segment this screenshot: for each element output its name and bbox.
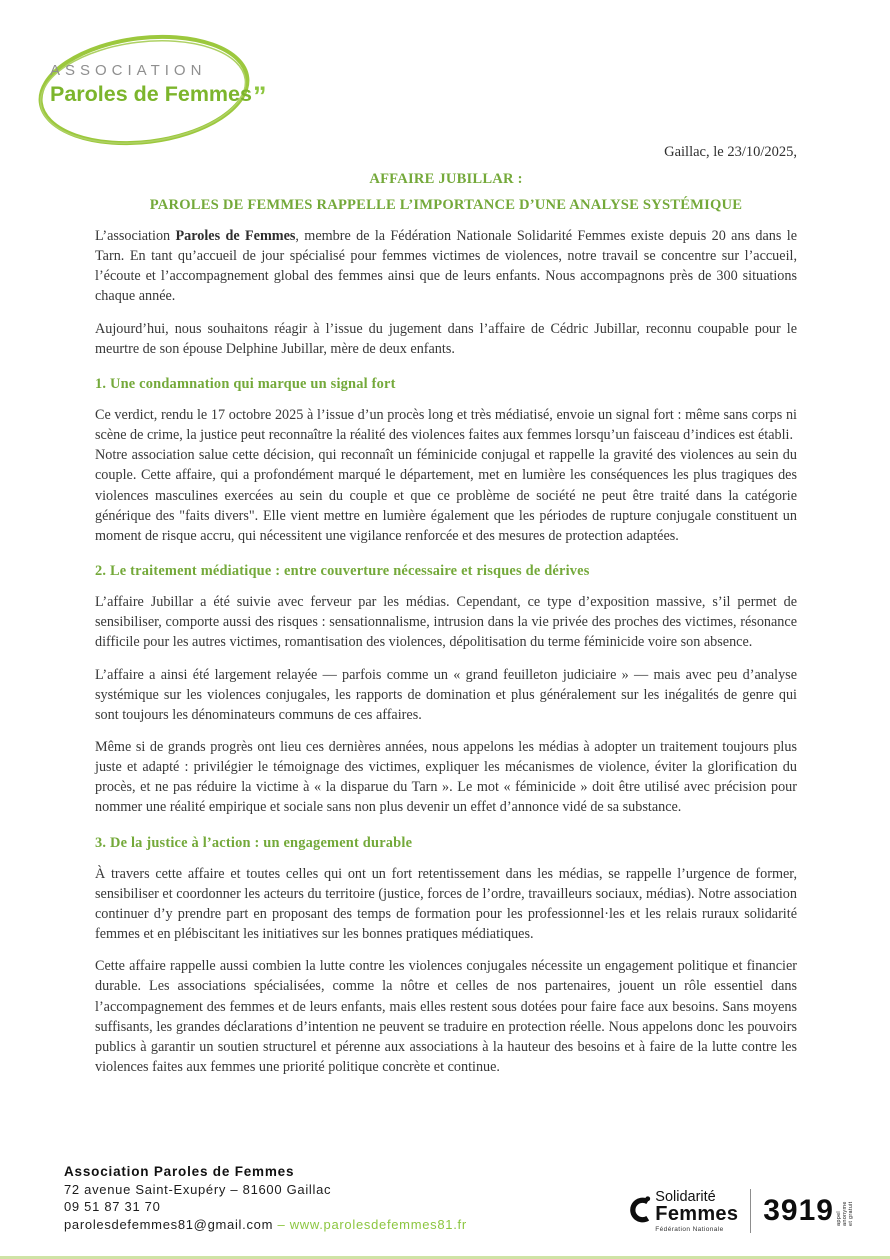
logo-text <box>50 62 267 111</box>
section-2-paragraph-3: Même si de grands progrès ont lieu ces dernières années, nous appelons les médias à adopter un traitement toujours plus juste et adapté : privilégier le témoignage des victimes, expliquer les mécanismes de violence, éviter la glorification du procès, et ne pas réduire la victime à « la disparue du Tarn ». Le mot « féminicide » doit être utilisé avec précision pour nommer une réalité empirique et sociale sans non plus devenir un effet d’annonce vidé de sa substance. <box>95 738 797 816</box>
footer-address: 72 avenue Saint-Exupéry – 81600 Gaillac <box>64 1181 332 1197</box>
federation-nationale-label: Fédération Nationale <box>655 1225 724 1233</box>
footer-separator: – <box>277 1216 286 1232</box>
footer-org-name: Association Paroles de Femmes <box>64 1164 295 1179</box>
intro-paragraph-1 <box>95 226 797 307</box>
section-1-paragraph-1: Ce verdict, rendu le 17 octobre 2025 à l’issue d’un procès long et très médiatisé, envoie un signal fort : même sans corps ni scène de crime, la justice peut reconnaître la réalité des violences faites aux femmes lorsqu’un faisceau d’indices est établi. <box>95 406 797 444</box>
footer-website-link[interactable]: www.parolesdefemmes81.fr <box>289 1216 467 1232</box>
section-2-paragraph-2: L’affaire a ainsi été largement relayée — parfois comme un « grand feuilleton judiciaire » — mais avec peu d’analyse systémique sur les violences conjugales, les rapports de domination et plus généralement sur les inégalités de genre qui sont toujours les dénominateurs communs de ces affaires. <box>95 666 797 723</box>
solidarite-femmes-logo <box>626 1190 738 1233</box>
section-2-paragraph-1: L’affaire Jubillar a été suivie avec ferveur par les médias. Cependant, ce type d’exposition massive, s’il permet de sensibiliser, comporte aussi des risques : sensationnalisme, intrusion dans la vie privée des proches des victimes, résonance difficile pour les autres victimes, romantisation des violences, dépolitisation du terme féminicide voire son absence. <box>95 594 797 651</box>
document-title-line2: PAROLES DE FEMMES RAPPELLE L’IMPORTANCE D’UNE ANALYSE SYSTÉMIQUE <box>149 197 743 213</box>
intro-paragraph-2: Aujourd’hui, nous souhaitons réagir à l’issue du jugement dans l’affaire de Cédric Jubillar, reconnu coupable pour le meurtre de son épouse Delphine Jubillar, mère de deux enfants. <box>95 320 797 357</box>
footer-logos <box>626 1189 860 1233</box>
solidarite-femmes-logo-mark <box>626 1194 653 1226</box>
solidarite-femmes-text <box>655 1190 738 1233</box>
section-1-heading: 1. Une condamnation qui marque un signal fort <box>95 375 396 392</box>
section-3-paragraph-1: À travers cette affaire et toutes celles qui ont un fort retentissement dans les médias, se rappelle l’urgence de former, sensibiliser et coordonner les acteurs du territoire (justice, forces de l’ordre, travailleurs sociaux, médias). Notre association continuer d’y prendre part en proposant des temps de formation pour les professionnel·les et les relais ruraux solidarité femmes et en plébiscitant les initiatives sur les bonnes pratiques médiatiques. <box>95 865 797 943</box>
logo-association-label: ASSOCIATION <box>50 62 207 79</box>
footer-logo-divider <box>750 1189 751 1233</box>
section-3-paragraph-2: Cette affaire rappelle aussi combien la lutte contre les violences conjugales nécessite un engagement politique et financier durable. Les associations spécialisées, comme la nôtre et celles de nos partenaires, jouent un rôle essentiel dans l’accompagnement des femmes et de leurs enfants, mais elles restent sous dotées pour faire face aux besoins. Sans moyens suffisants, les grandes déclarations d’intention ne peuvent se traduire en protection réelle. Nous appelons donc les pouvoirs publics à garantir un soutien structurel et pérenne aux associations à la hauteur des besoins et à faire de la lutte contre les violences faites aux femmes une priorité politique concrète et continue. <box>95 958 797 1075</box>
helpline-3919-logo <box>763 1196 854 1226</box>
document-footer <box>64 1163 860 1233</box>
intro-paragraph-1-before: L’association <box>95 228 176 244</box>
date-line: Gaillac, le 23/10/2025, <box>664 144 797 160</box>
section-2-heading: 2. Le traitement médiatique : entre couverture nécessaire et risques de dérives <box>95 563 590 580</box>
intro-paragraph-1-after: , membre de la Fédération Nationale Solidarité Femmes existe depuis 20 ans dans le Tarn. En tant qu’accueil de jour spécialisé pour femmes victimes de violences, notre travail se concentre sur l’accueil, l’écoute et l’accompagnement global des femmes ainsi que de leurs enfants. Nous accompagnons près de 300 situations chaque année. <box>95 228 797 305</box>
footer-contact-block <box>64 1163 467 1233</box>
footer-phone: 09 51 87 31 70 <box>64 1199 161 1214</box>
footer-email: parolesdefemmes81@gmail.com <box>64 1216 274 1232</box>
solidarite-label: Solidarité <box>655 1188 716 1205</box>
association-logo <box>26 20 267 156</box>
document-title-line1: AFFAIRE JUBILLAR : <box>369 171 523 187</box>
logo-paroles-text: Paroles de Femmes <box>50 82 252 106</box>
helpline-number: 3919 <box>763 1194 834 1227</box>
helpline-caption: appel anonyme et gratuit <box>836 1201 854 1226</box>
intro-paragraph-1-bold: Paroles de Femmes <box>175 228 296 244</box>
logo-paroles-label <box>50 81 267 111</box>
section-1-paragraph-2: Notre association salue cette décision, qui reconnaît un féminicide conjugal et rappelle la gravité des violences au sein du couple. Cette affaire, qui a profondément marqué le département, met en lumière les conséquences les plus tragiques des violences masculines exercées au sein du couple et que ce problème de société ne peut être traité dans la catégorie générique des "faits divers". Elle vient mettre en lumière également que les périodes de rupture conjugale constituent un moment de risque accru, qui nécessitent une vigilance renforcée et des mesures de protection adaptées. <box>95 447 797 544</box>
femmes-label: Femmes <box>655 1202 739 1225</box>
footer-contact-line <box>64 1216 467 1234</box>
logo-quote-mark: ” <box>252 81 267 111</box>
section-3-heading: 3. De la justice à l’action : un engagement durable <box>95 834 413 851</box>
